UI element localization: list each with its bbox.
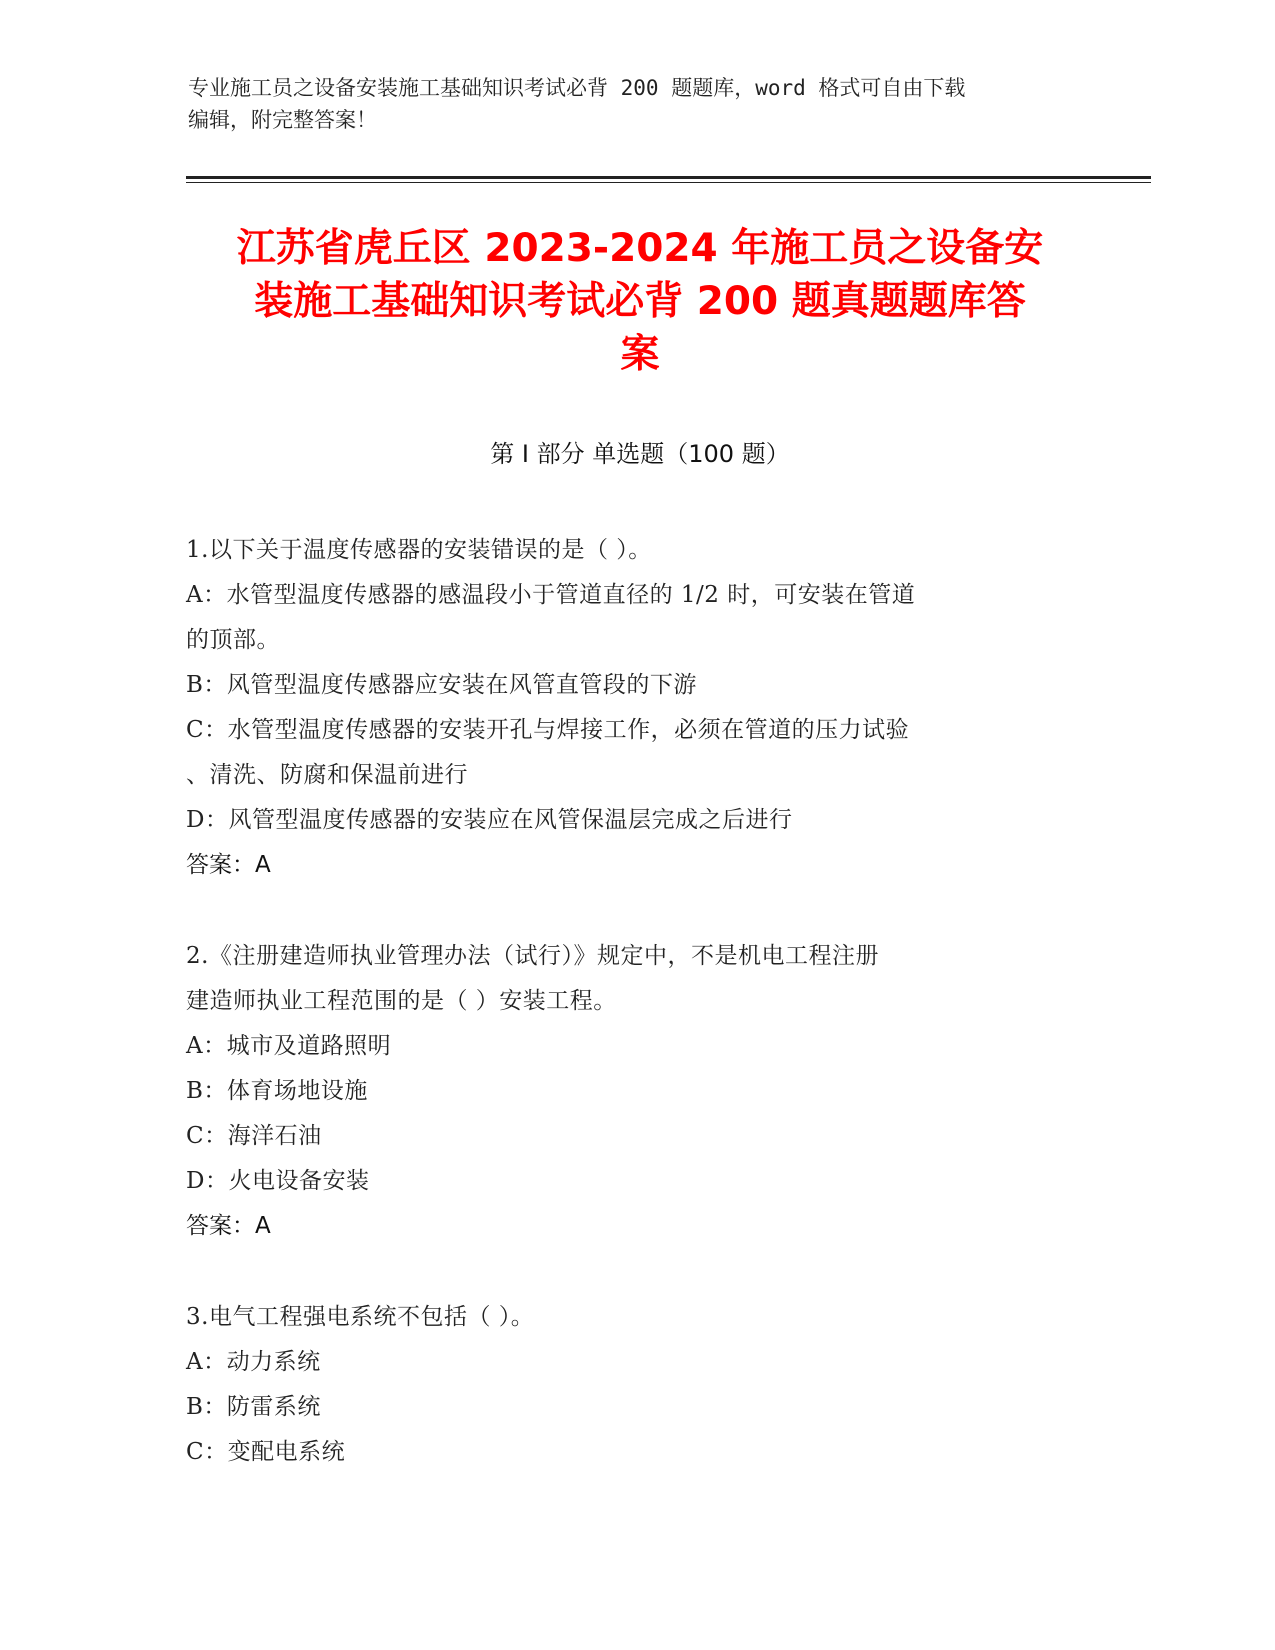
document-title-line-1: 江苏省虎丘区 2023-2024 年施工员之设备安 [236, 226, 1044, 271]
answer-line: 答案：A [186, 852, 271, 878]
question-2 [186, 934, 1086, 1249]
option-line: C：变配电系统 [186, 1439, 346, 1465]
question-3 [186, 1295, 1086, 1475]
header-divider-thin [186, 182, 1151, 183]
question-stem: 3.电气工程强电系统不包括（ ）。 [186, 1304, 535, 1330]
option-line: B：体育场地设施 [186, 1078, 368, 1104]
header-note [188, 72, 1088, 136]
option-line: A：动力系统 [186, 1349, 321, 1375]
option-line: C：海洋石油 [186, 1123, 322, 1149]
question-1 [186, 528, 1086, 888]
header-divider-thick [186, 176, 1151, 179]
section-title: 第 I 部分 单选题（100 题） [490, 440, 790, 468]
answer-line: 答案：A [186, 1213, 271, 1239]
header-note-line-2: 编辑，附完整答案！ [188, 108, 377, 132]
question-stem: 1.以下关于温度传感器的安装错误的是（ ）。 [186, 537, 652, 563]
header-note-line-1: 专业施工员之设备安装施工基础知识考试必背 200 题题库，word 格式可自由下载 [188, 76, 966, 100]
option-line: D：风管型温度传感器的安装应在风管保温层完成之后进行 [186, 807, 793, 833]
option-line: D：火电设备安装 [186, 1168, 370, 1194]
option-line: 的顶部。 [186, 627, 280, 653]
option-line: B：风管型温度传感器应安装在风管直管段的下游 [186, 672, 697, 698]
option-line: C：水管型温度传感器的安装开孔与焊接工作，必须在管道的压力试验 [186, 717, 910, 743]
question-list [186, 528, 1086, 1521]
option-line: A：水管型温度传感器的感温段小于管道直径的 1/2 时，可安装在管道 [186, 582, 916, 608]
option-line: A：城市及道路照明 [186, 1033, 392, 1059]
document-title-line-3: 案 [620, 332, 660, 377]
question-stem: 建造师执业工程范围的是（ ）安装工程。 [186, 988, 617, 1014]
option-line: 、清洗、防腐和保温前进行 [186, 762, 468, 788]
document-title [190, 222, 1090, 381]
option-line: B：防雷系统 [186, 1394, 321, 1420]
question-stem: 2.《注册建造师执业管理办法（试行）》规定中，不是机电工程注册 [186, 943, 879, 969]
document-title-line-2: 装施工基础知识考试必背 200 题真题题库答 [254, 279, 1026, 324]
